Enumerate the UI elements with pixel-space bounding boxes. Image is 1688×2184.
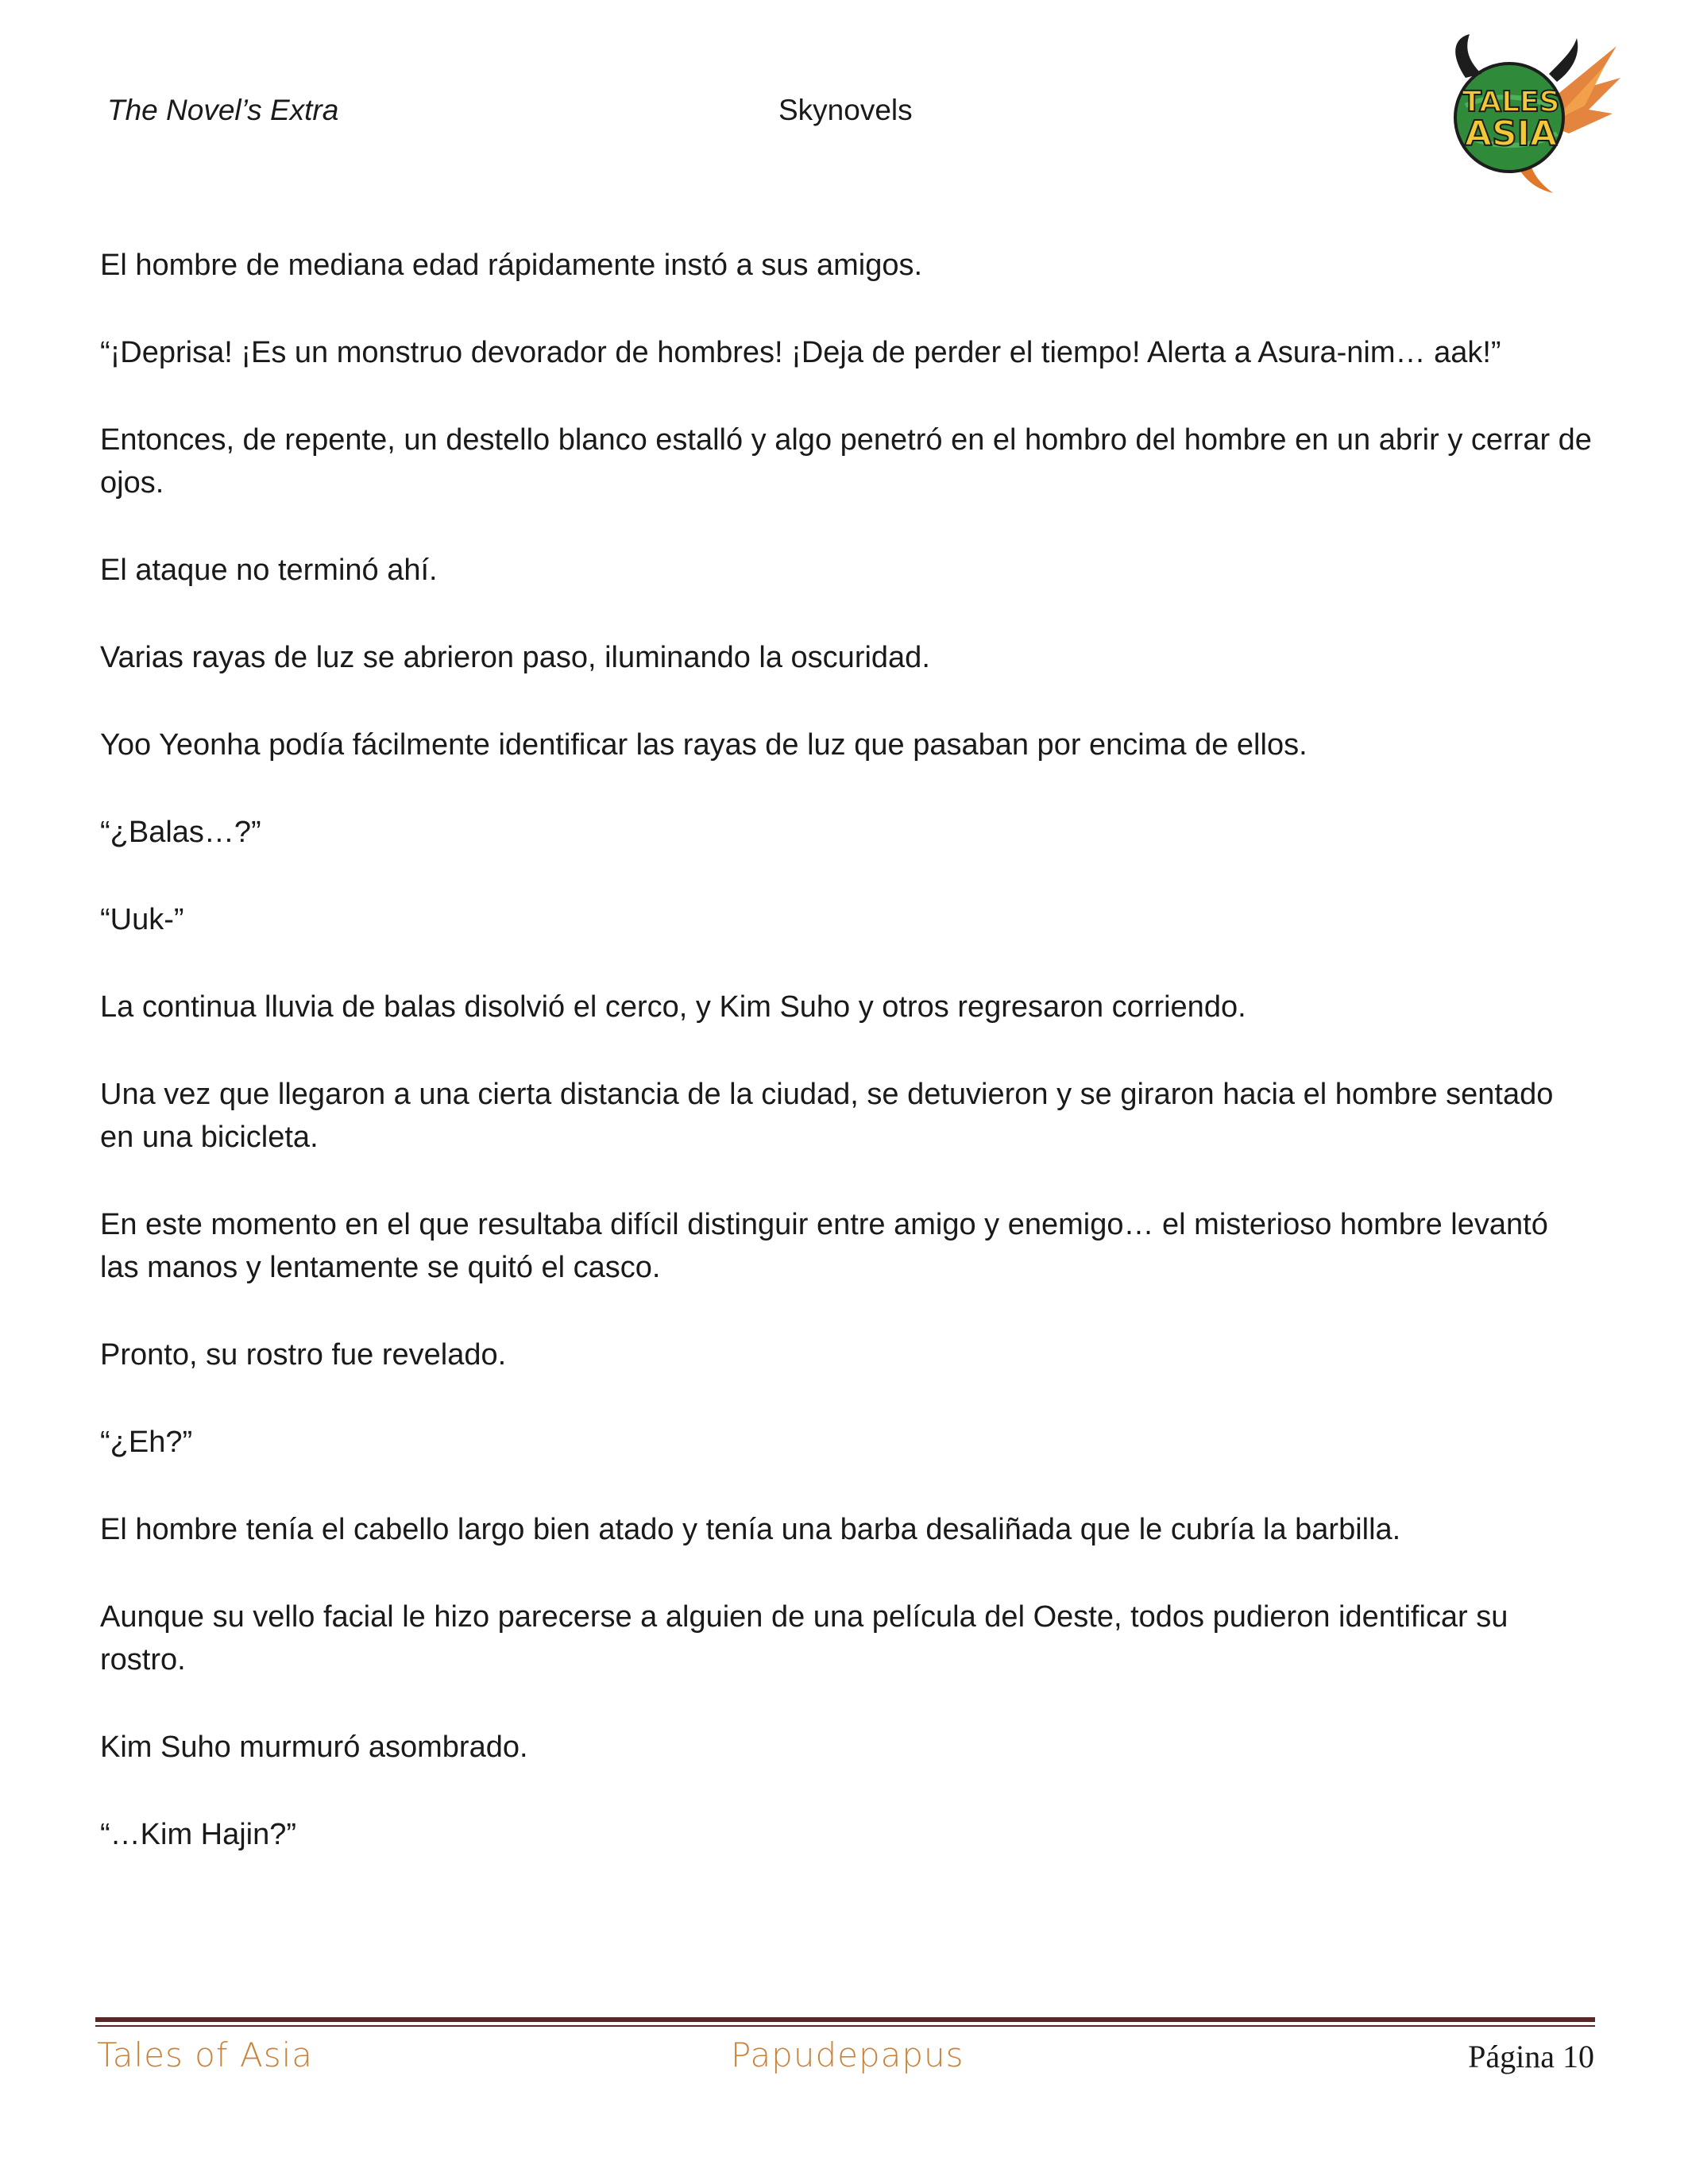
paragraph: “Uuk-”	[100, 903, 184, 936]
footer-rule-thin	[95, 2025, 1595, 2027]
page-body	[100, 244, 1593, 1900]
paragraph: Entonces, de repente, un destello blanco estalló y algo penetró en el hombro del hombre en un abrir y cerrar de ojos.	[100, 423, 1592, 500]
header-source: Skynovels	[778, 94, 913, 126]
footer-site-name: Tales of Asia	[97, 2035, 314, 2074]
paragraph: En este momento en el que resultaba difícil distinguir entre amigo y enemigo… el misterioso hombre levantó las manos y lentamente se quitó el casco.	[100, 1208, 1548, 1284]
paragraph: “¿Eh?”	[100, 1426, 193, 1459]
footer-translator: Papudepapus	[731, 2035, 964, 2074]
footer-rule-thick	[95, 2017, 1595, 2022]
tales-of-asia-logo	[1434, 30, 1624, 197]
paragraph: La continua lluvia de balas disolvió el cerco, y Kim Suho y otros regresaron corriendo.	[100, 990, 1246, 1024]
paragraph: Varias rayas de luz se abrieron paso, iluminando la oscuridad.	[100, 641, 930, 674]
paragraph: El ataque no terminó ahí.	[100, 554, 438, 587]
header-book-title: The Novel’s Extra	[107, 94, 339, 126]
paragraph: El hombre tenía el cabello largo bien atado y tenía una barba desaliñada que le cubría la barbilla.	[100, 1513, 1401, 1546]
paragraph: El hombre de mediana edad rápidamente instó a sus amigos.	[100, 249, 923, 282]
paragraph: Aunque su vello facial le hizo parecerse a alguien de una película del Oeste, todos pudieron identificar su rostro.	[100, 1600, 1508, 1677]
paragraph: Kim Suho murmuró asombrado.	[100, 1731, 528, 1764]
paragraph: “¿Balas…?”	[100, 816, 261, 849]
paragraph: Pronto, su rostro fue revelado.	[100, 1338, 507, 1372]
paragraph: “¡Deprisa! ¡Es un monstruo devorador de hombres! ¡Deja de perder el tiempo! Alerta a Asura-nim… aak!”	[100, 336, 1501, 369]
paragraph: “…Kim Hajin?”	[100, 1818, 297, 1851]
logo-text-tales: TALES	[1462, 86, 1560, 118]
paragraph: Una vez que llegaron a una cierta distancia de la ciudad, se detuvieron y se giraron hacia el hombre sentado en una bicicleta.	[100, 1078, 1554, 1154]
logo-text-asia: ASIA	[1464, 114, 1558, 154]
paragraph: Yoo Yeonha podía fácilmente identificar las rayas de luz que pasaban por encima de ellos.	[100, 728, 1308, 762]
page-number: Página 10	[1468, 2039, 1594, 2074]
